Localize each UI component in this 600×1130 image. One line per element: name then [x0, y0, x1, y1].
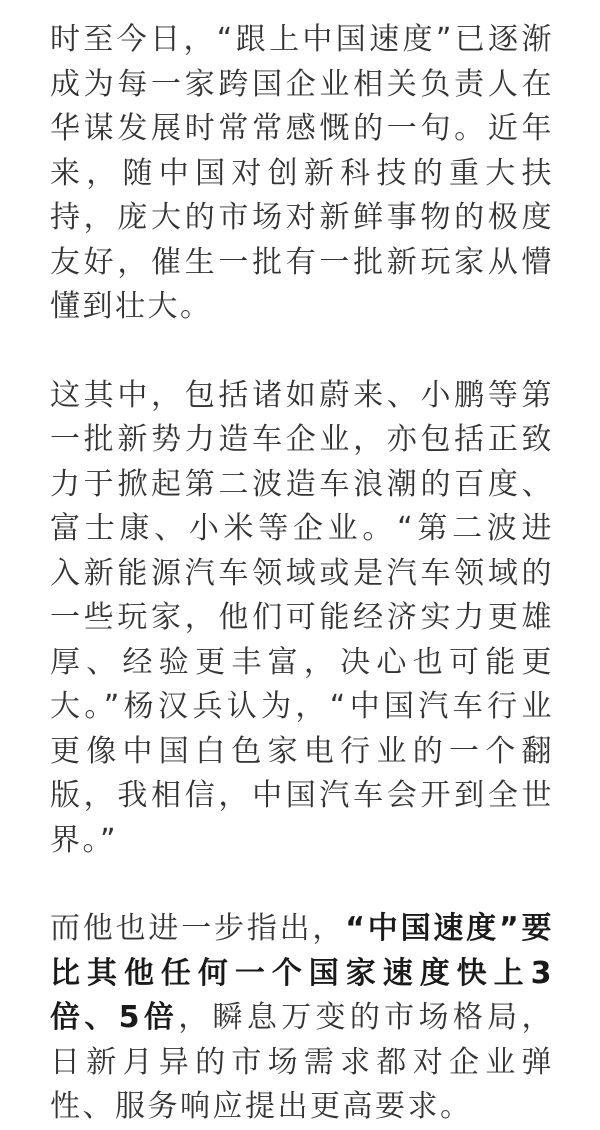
paragraph-text: 时至今日，“跟上中国速度”已逐渐成为每一家跨国企业相关负责人在华谋发展时常常感慨的一句。近年来，随中国对创新科技的重大扶持，庞大的市场对新鲜事物的极度友好，催生一批有一批新玩家从懵懂到壮大。 [50, 22, 554, 324]
paragraph-text: 这其中，包括诸如蔚来、小鹏等第一批新势力造车企业，亦包括正致力于掀起第二波造车浪潮的百度、富士康、小米等企业。“第二波进入新能源汽车领域或是汽车领域的一些玩家，他们可能经济实力更雄厚、经验更丰富，决心也可能更大。”杨汉兵认为，“中国汽车行业更像中国白色家电行业的一个翻版，我相信，中国汽车会开到全世界。” [50, 377, 554, 858]
paragraph-prefix: 而他也进一步指出， [50, 911, 346, 946]
paragraph-suffix: ，瞬息万变的市场格局，日新月异的市场需求都对企业弹性、服务响应提出更高要求。 [50, 1000, 555, 1124]
bold-highlight: “中国速度”要比其他任何一个国家速度快上3倍、5倍 [50, 911, 555, 1035]
paragraph-speed-comparison [50, 907, 554, 1130]
paragraph-new-players [50, 374, 554, 864]
paragraph-china-speed-intro [50, 18, 554, 330]
